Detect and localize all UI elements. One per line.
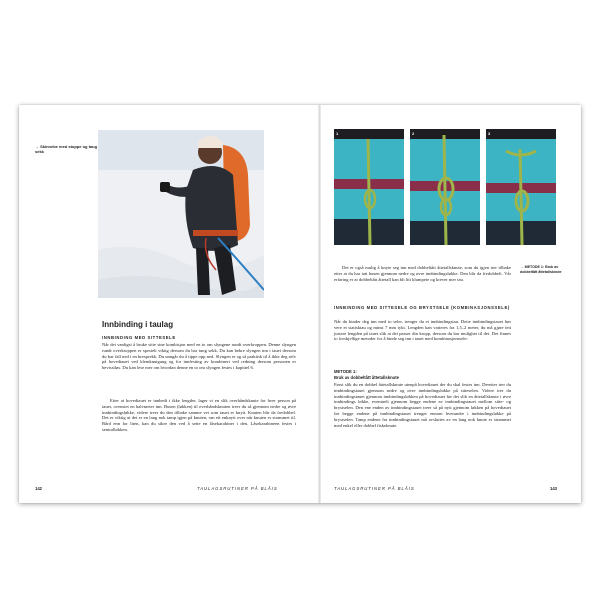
right-paragraph-2: Først slik du en dobbel åttetallsknute utenpå hovedtauet der du skal festes inn. Deretter trer du innbindingstauet gjennom nedre og øvre innbindingsløkke på sitteselen. Videre trer du innbindingstauet gjennom innbindingsløkken på hovedtauet før det slik en åttetallsknute i øvre innbindings løkke, eventuelt gjennom begge endene av innbindingstauet mellom sitte- og brystselen. Den ene enden av innbindingstauet treer så på nytt gjennom løkken på hovedtauet før begge endene på innbindingstauet trenger ennom hverandre i innbindingsløkke på brystselen. Tamp endene fra innbindingstauet må avsluttes av en lang nok knute er strammet med enkel eller dobbel fiskeknute. bbox=[334, 382, 511, 428]
harness-photo-3 bbox=[486, 129, 556, 245]
harness-photo-2-art bbox=[410, 129, 480, 245]
right-paragraph-1: Når du binder deg inn med to seler, trenger du et innbindingstau. Dette innbindingstauet bør vere et statisktau og minst 7 mm tykt. Lengden kan varieres fra 1,5–2 meter, du må gjøre tett justere lengden på tauet slik at det passer din kropp, dersom du bar mulighet til det. Det finnes to forskjellige metoder for å binde seg inn i tauet med kombinasjonssele: bbox=[334, 319, 511, 342]
right-running-head: TAULAGSRUTINER PÅ BLÅIS bbox=[334, 486, 415, 491]
harness-photo-1-art bbox=[334, 129, 404, 245]
right-intro-paragraph: Det er også mulig å knyte seg inn med dobbeltått åttetallsknute, som du igjen trer tilbake etter at du har tatt busen gjennom nedre og øvre innbindingsløkke. Den blir da fredobbelt. Vår erfaring er at dobbeltått åttetall kan bli litt klumpete og krever mer tau. bbox=[334, 265, 511, 282]
right-photo-caption: → METODE 1: Bruk av dobbeltått åttetallsknute bbox=[520, 265, 562, 274]
climber-photo bbox=[98, 130, 264, 298]
left-paragraph-1: Når det vanligst å bruke sitte sine kombisjon med en to om slyngene rundt overkroppen. Denne slyngen rundt overkroppen er spesielt viktig dersom du bar tung sekk. Du kan bekre slyngen inn i tauet dersom du bar fall ned i en bresprekk. Du unngår du å tippe opp ned. Slyngen er og så praktisk til å ikke deg selv på hovedtauet ved klemknutgang og for innfesting av kombinert ved redning dersom personen er bevisstløs. Du kan lese mer om hvordan denne en to om slyngen festes i kapittel 6. bbox=[102, 342, 296, 371]
harness-photo-3-art bbox=[486, 129, 556, 245]
left-heading: Innbinding i taulag bbox=[102, 320, 174, 329]
left-running-head: TAULAGSRUTINER PÅ BLÅIS bbox=[197, 486, 278, 491]
method-heading: METODE 1: bbox=[334, 369, 357, 374]
harness-photo-1 bbox=[334, 129, 404, 245]
photo-number-2: 2 bbox=[412, 131, 415, 136]
left-page-number: 142 bbox=[35, 486, 42, 491]
right-page-number: 143 bbox=[550, 486, 557, 491]
book-gutter bbox=[318, 105, 321, 503]
photo-number-1: 1 bbox=[336, 131, 339, 136]
book-spread bbox=[19, 105, 581, 503]
method-subheading: Bruk av dobbeltått åttetallsknute bbox=[334, 375, 399, 380]
left-photo-caption: → Skinnebe med stoppe og taug sekk bbox=[35, 144, 98, 154]
right-subheading: INNBINDING MED SITTESELE OG BRYSTSELE (KOMBINASJONSSELE) bbox=[334, 305, 510, 310]
left-subheading: INNBINDING MED SITTESELE bbox=[102, 335, 176, 340]
harness-photo-2 bbox=[410, 129, 480, 245]
left-paragraph-2: Etter at hovedtauet er innbedt i ikke lengder, lager vi en slik overhåndsknute for hver person på tauet, ovenstet en halvmeter inn. Busen (løkken) til overhåndsknuten treer du så gjennom nedre og øvre innbindingsløkke, videre treer du den tilbake samme vei som tauet er knytt. Knuten blir da fredobbel. Det er viktig at det er en lang nok tamp igjen på knuten, om ett enknytt over når knuten er strammet til. Bård enn for liten, kan du sikre den ved å sette en låsekarabiner i den. Låsekarabineen festes i sentralløkken. bbox=[102, 398, 296, 432]
climber-photo-art bbox=[98, 130, 264, 298]
photo-number-3: 3 bbox=[488, 131, 491, 136]
